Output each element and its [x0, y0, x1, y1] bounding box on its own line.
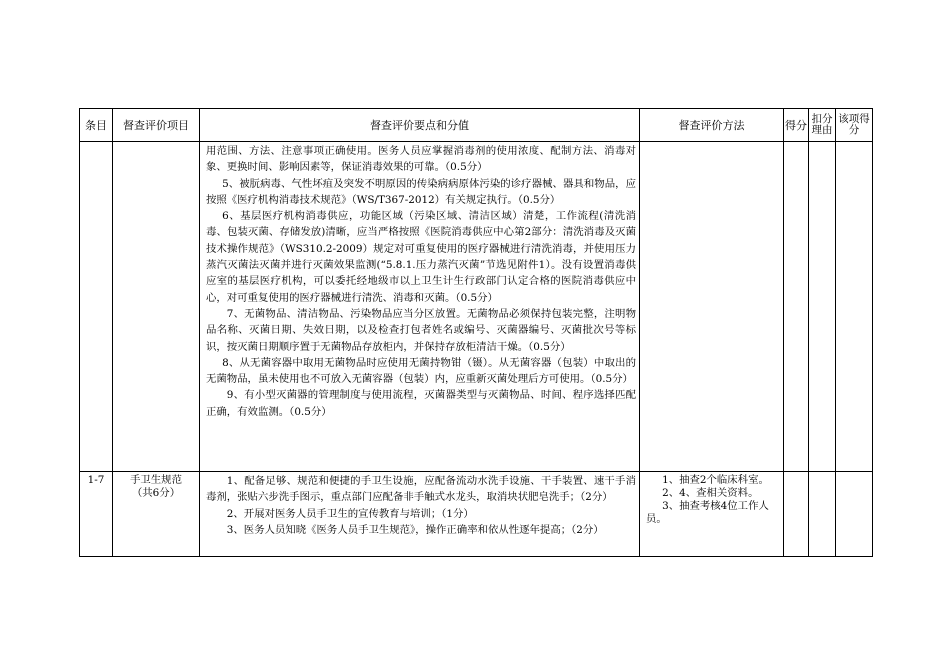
- cell-method: [640, 142, 784, 472]
- eval-item-points: （共6分）: [131, 487, 181, 499]
- key-point-paragraph: 8、从无菌容器中取用无菌物品时应使用无菌持物钳（镊）。从无菌容器（包装）中取出的无菌物品，虽未使用也不可放入无菌容器（包装）内，应重新灭菌处理后方可使用。（0.5分）: [206, 356, 636, 386]
- key-point-paragraph: 3、医务人员知晓《医务人员手卫生规范》，操作正确率和依从性逐年提高；（2分）: [226, 523, 604, 536]
- cell-eval-item: [113, 142, 200, 472]
- key-point-paragraph: 1、配备足够、规范和便捷的手卫生设施，应配备流动水洗手设施、干手装置、速干手消毒剂，张贴六步洗手图示，重点部门应配备非手触式水龙头，取消块状肥皂洗手；（2分）: [206, 475, 636, 504]
- key-point-paragraph: 2、开展对医务人员手卫生的宣传教育与培训；（1分）: [226, 507, 474, 520]
- cell-deduct-reason: [809, 472, 836, 557]
- cell-item-no: [80, 142, 113, 472]
- header-eval-item: 督查评价项目: [113, 109, 200, 142]
- header-deduct-reason: 扣分理由: [809, 109, 836, 142]
- method-item: 3、抽查考核4位工作人员。: [646, 500, 769, 525]
- table-row: [80, 142, 873, 472]
- method-item: 2、4、查相关资料。: [662, 487, 759, 499]
- header-item-score: 该项得分: [836, 109, 873, 142]
- header-key-points: 督查评价要点和分值: [200, 109, 640, 142]
- key-point-paragraph: 5、被朊病毒、气性坏疽及突发不明原因的传染病病原体污染的诊疗器械、器具和物品，应按照《医疗机构消毒技术规范》（WS/T367-2012）有关规定执行。（0.5分）: [206, 177, 636, 206]
- key-point-paragraph: 用范围、方法、注意事项正确使用。医务人员应掌握消毒剂的使用浓度、配制方法、消毒对象、更换时间、影响因素等，保证消毒效果的可靠。（0.5分）: [206, 145, 636, 174]
- evaluation-table-page: [79, 108, 872, 557]
- header-score: 得分: [784, 109, 809, 142]
- table-row: [80, 472, 873, 557]
- cell-method: [640, 472, 784, 557]
- cell-key-points: [200, 142, 640, 472]
- evaluation-table: [79, 108, 873, 557]
- key-point-paragraph: 7、无菌物品、清洁物品、污染物品应当分区放置。无菌物品必须保持包装完整，注明物品名称、灭菌日期、失效日期，以及检查打包者姓名或编号、灭菌器编号、灭菌批次号等标识，按灭菌日期顺序置于无菌物品存放柜内，并保持存放柜清洁干燥。（0.5分）: [206, 307, 636, 353]
- cell-score: [784, 472, 809, 557]
- method-item: 1、抽查2个临床科室。: [662, 474, 769, 486]
- cell-item-score: [836, 472, 873, 557]
- cell-item-no: 1-7: [80, 472, 113, 557]
- header-item-no: 条目: [80, 109, 113, 142]
- cell-item-score: [836, 142, 873, 472]
- eval-item-title: 手卫生规范: [130, 474, 182, 486]
- key-point-paragraph: 9、有小型灭菌器的管理制度与使用流程，灭菌器类型与灭菌物品、时间、程序选择匹配正确，有效监测。（0.5分）: [206, 389, 636, 418]
- cell-deduct-reason: [809, 142, 836, 472]
- cell-score: [784, 142, 809, 472]
- header-method: 督查评价方法: [640, 109, 784, 142]
- cell-eval-item: [113, 472, 200, 557]
- table-header-row: [80, 109, 873, 142]
- cell-key-points: [200, 472, 640, 557]
- key-point-paragraph: 6、基层医疗机构消毒供应，功能区域（污染区域、清洁区域）清楚，工作流程(清洗消毒、包装灭菌、存储发放)清晰，应当严格按照《医院消毒供应中心第2部分：清洗消毒及灭菌技术操作规范》（WS310.2-2009）规定对可重复使用的医疗器械进行清洗消毒，并使用压力蒸汽灭菌法灭菌并进行灭菌效果监测(“5.8.1.压力蒸汽灭菌”节选见附件1）。没有设置消毒供应室的基层医疗机构，可以委托经地级市以上卫生计生行政部门认定合格的医院消毒供应中心，对可重复使用的医疗器械进行清洗、消毒和灭菌。（0.5分）: [206, 210, 636, 304]
